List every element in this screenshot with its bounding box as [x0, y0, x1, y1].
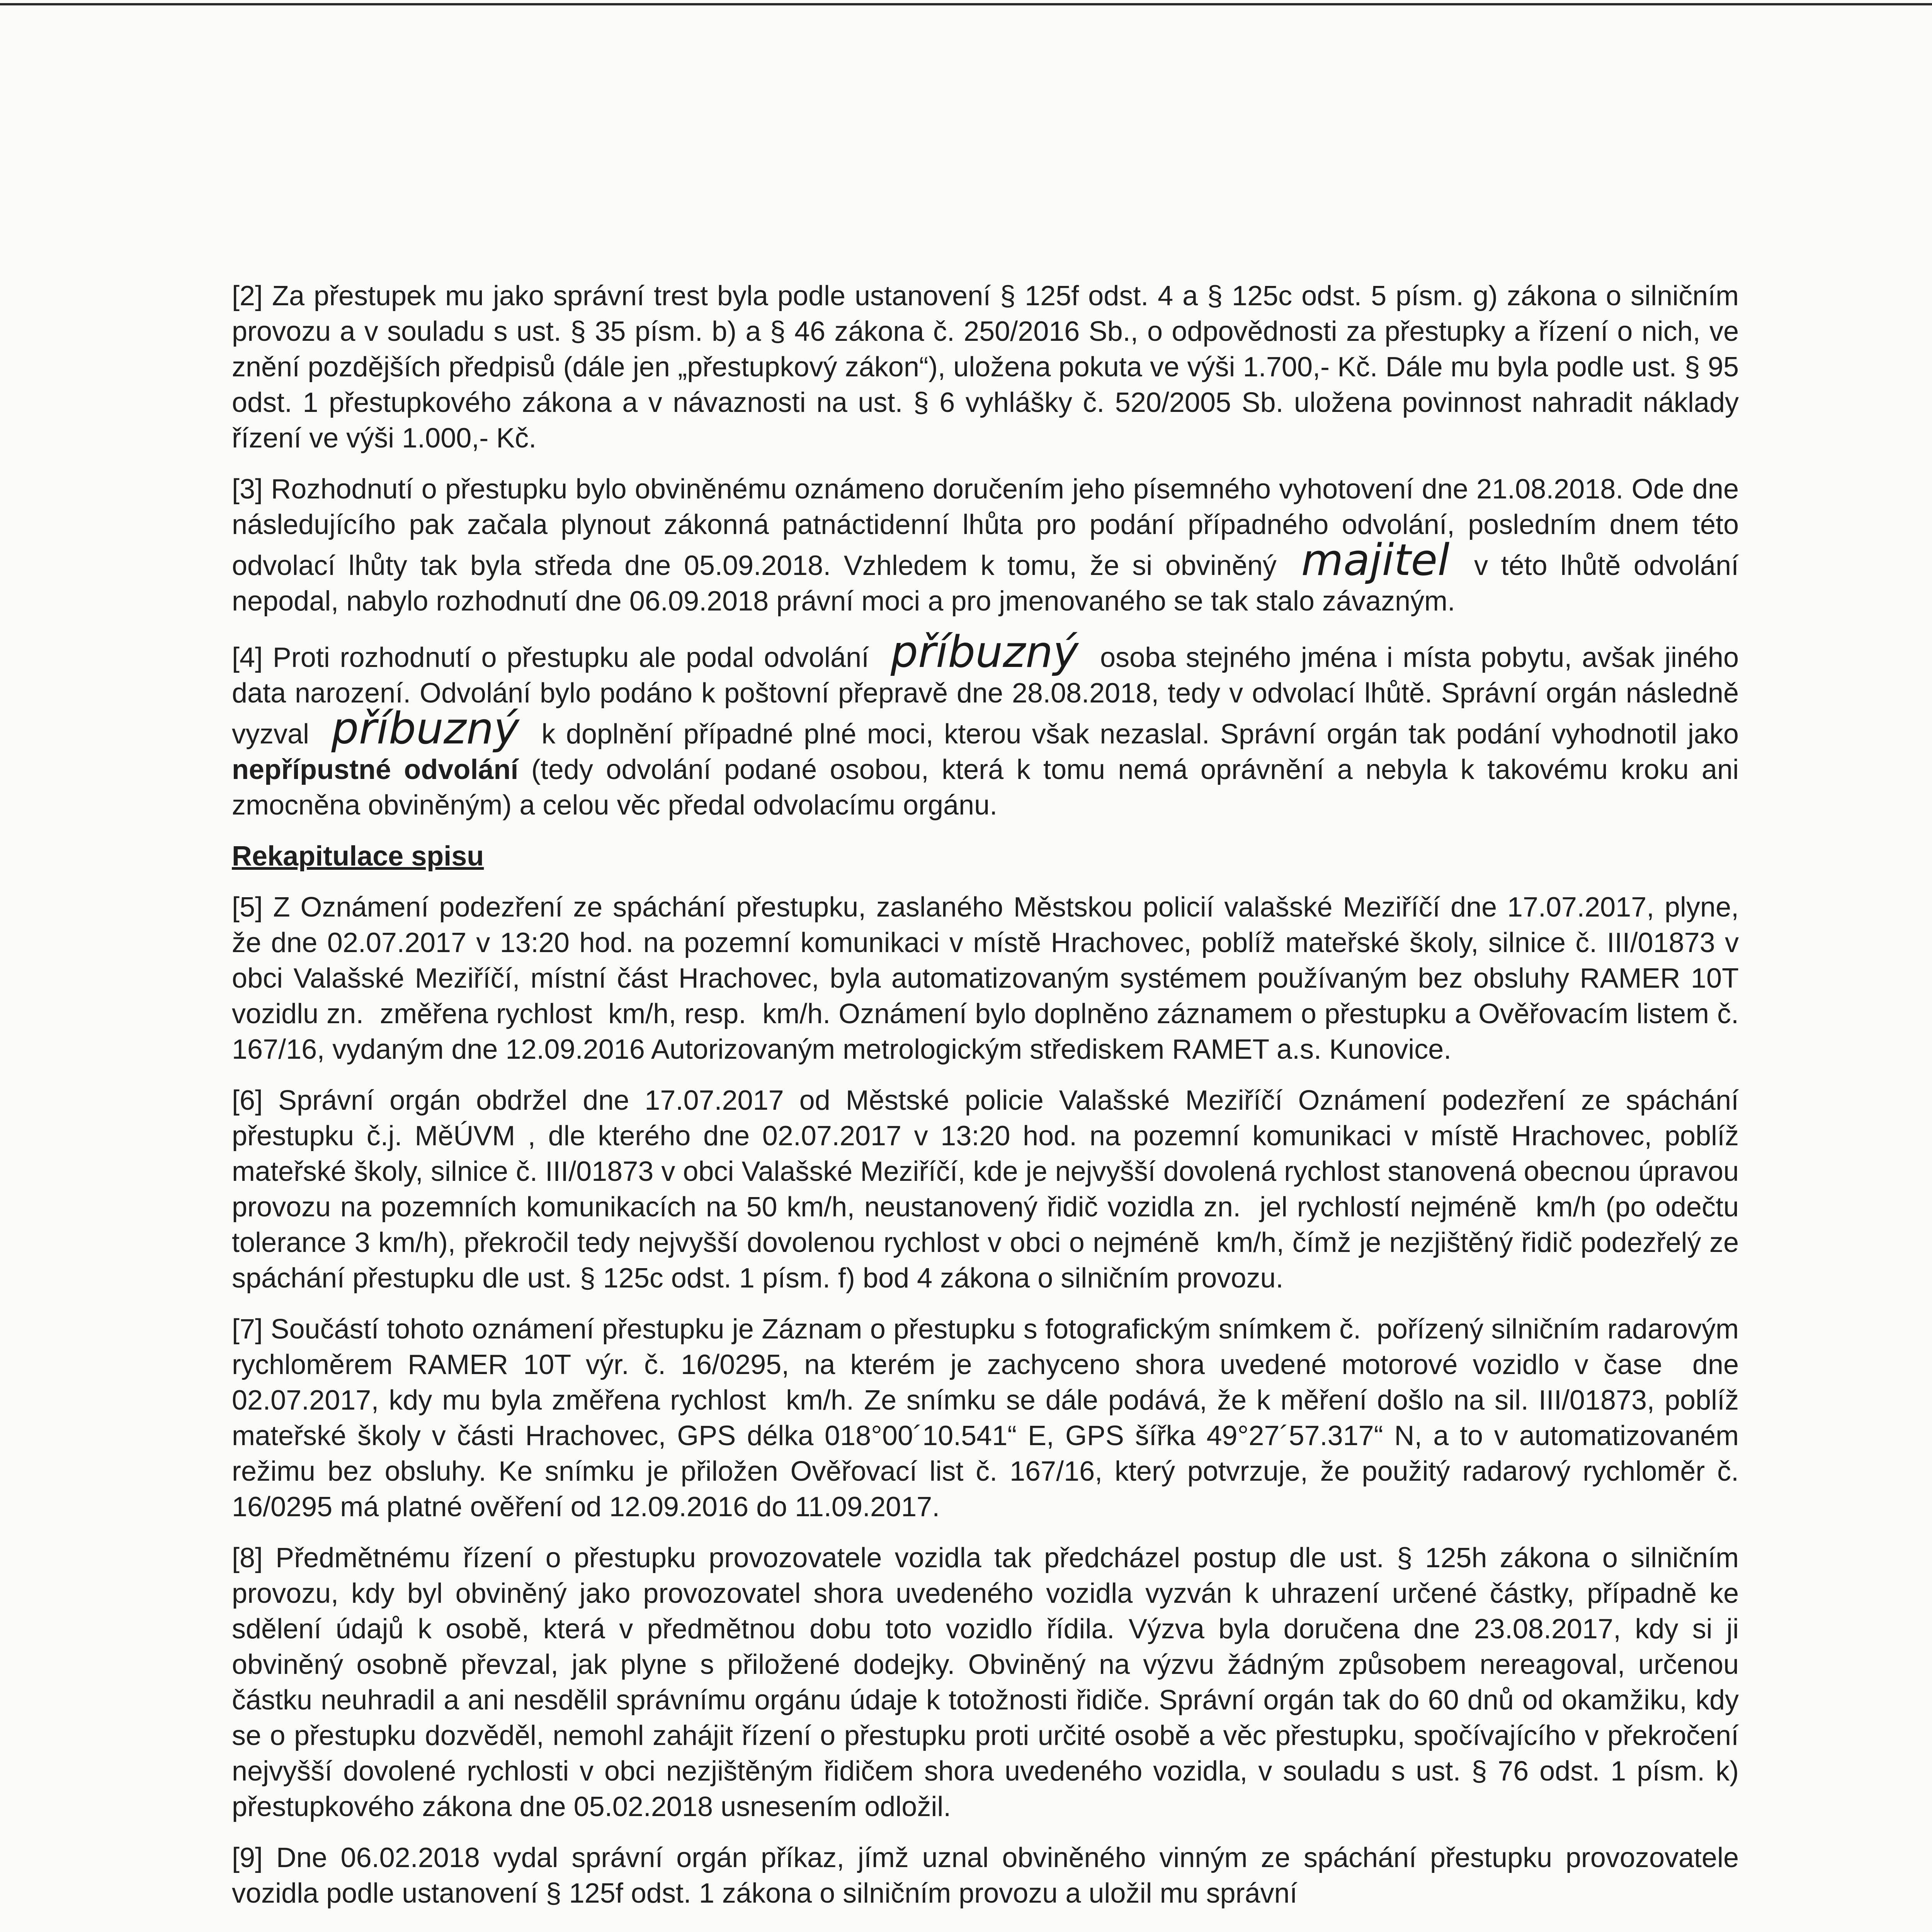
handwritten-annotation-pribuzny-1: příbuzný [890, 627, 1079, 677]
paragraph-3-text-a: [3] Rozhodnutí o přestupku bylo obviněnému oznámeno doručením jeho písemného vyhotovení dne 21.08.2018. Ode dne následujícího pak začala plynout zákonná patnáctidenní lhůta pro podání případného odvolání, posledním dnem této odvolací lhůty tak byla středa dne 05.09.2018. Vzhledem k tomu, že si obviněný [232, 474, 1739, 581]
paragraph-4-text-b: osoba stejného jména i místa pobytu, avšak jiného data narození. Odvolání bylo podáno k poštovní přepravě dne 28.08.2018, tedy v odvolací lhůtě. Správní orgán následně vyzval [232, 642, 1739, 750]
section-heading: Rekapitulace spisu [232, 841, 484, 872]
paragraph-4 [232, 627, 1739, 823]
paragraph-8: [8] Předmětnému řízení o přestupku provozovatele vozidla tak předcházel postup dle ust. § 125h zákona o silničním provozu, kdy byl obviněný jako provozovatel shora uvedeného vozidla vyzván k uhrazení určené částky, případně ke sdělení údajů k osobě, která v předmětnou dobu toto vozidlo řídila. Výzva byla doručena dne 23.08.2017, kdy si ji obviněný osobně převzal, jak plyne s přiložené dodejky. Obviněný na výzvu žádným způsobem nereagoval, určenou částku neuhradil a ani nesdělil správnímu orgánu údaje k totožnosti řidiče. Správní orgán tak do 60 dnů od okamžiku, kdy se o přestupku dozvěděl, nemohl zahájit řízení o přestupku proti určité osobě a věc přestupku, spočívajícího v překročení nejvyšší dovolené rychlosti v obci nezjištěným řidičem shora uvedeného vozidla, v souladu s ust. § 76 odst. 1 písm. k) přestupkového zákona dne 05.02.2018 usnesením odložil. [232, 1543, 1739, 1822]
handwritten-annotation-pribuzny-2: příbuzný [331, 704, 519, 754]
paragraph-2: [2] Za přestupek mu jako správní trest byla podle ustanovení § 125f odst. 4 a § 125c odst. 5 písm. g) zákona o silničním provozu a v souladu s ust. § 35 písm. b) a § 46 zákona č. 250/2016 Sb., o odpovědnosti za přestupky a řízení o nich, ve znění pozdějších předpisů (dále jen „přestupkový zákon“), uložena pokuta ve výši 1.700,- Kč. Dále mu byla podle ust. § 95 odst. 1 přestupkového zákona a v návaznosti na ust. § 6 vyhlášky č. 520/2005 Sb. uložena povinnost nahradit náklady řízení ve výši 1.000,- Kč. [232, 281, 1739, 454]
paragraph-9: [9] Dne 06.02.2018 vydal správní orgán příkaz, jímž uznal obviněného vinným ze spáchání přestupku provozovatele vozidla podle ustanovení § 125f odst. 1 zákona o silničním provozu a uložil mu správní [232, 1842, 1739, 1909]
handwritten-annotation-majitel: majitel [1301, 535, 1450, 585]
paragraph-3-text-b: v této lhůtě odvolání nepodal, nabylo rozhodnutí dne 06.09.2018 právní moci a pro jmenovaného se tak stalo závazným. [232, 550, 1739, 617]
scan-top-edge-line [0, 3, 1932, 5]
paragraph-3 [232, 471, 1739, 619]
paragraph-5: [5] Z Oznámení podezření ze spáchání přestupku, zaslaného Městskou policií valašské Meziříčí dne 17.07.2017, plyne, že dne 02.07.2017 v 13:20 hod. na pozemní komunikaci v místě Hrachovec, poblíž mateřské školy, silnice č. III/01873 v obci Valašské Meziříčí, místní část Hrachovec, byla automatizovaným systémem používaným bez obsluhy RAMER 10T vozidlu zn. ⁠ změřena rychlost ⁠ km/h, resp. ⁠ km/h. Oznámení bylo doplněno záznamem o přestupku a Ověřovacím listem č. 167/16, vydaným dne 12.09.2016 Autorizovaným metrologickým střediskem RAMET a.s. Kunovice. [232, 892, 1739, 1065]
paragraph-7: [7] Součástí tohoto oznámení přestupku je Záznam o přestupku s fotografickým snímkem č. ⁠ pořízený silničním radarovým rychloměrem RAMER 10T výr. č. 16/0295, na kterém je zachyceno shora uvedené motorové vozidlo v čase ⁠ dne 02.07.2017, kdy mu byla změřena rychlost ⁠ km/h. Ze snímku se dále podává, že k měření došlo na sil. III/01873, poblíž mateřské školy v části Hrachovec, GPS délka 018°00´10.541“ E, GPS šířka 49°27´57.317“ N, a to v automatizovaném režimu bez obsluhy. Ke snímku je přiložen Ověřovací list č. 167/16, který potvrzuje, že použitý radarový rychloměr č. 16/0295 má platné ověření od 12.09.2016 do 11.09.2017. [232, 1314, 1739, 1522]
paragraph-4-text-d: (tedy odvolání podané osobou, která k tomu nemá oprávnění a nebyla k takovému kroku ani zmocněna obviněným) a celou věc předal odvolacímu orgánu. [232, 754, 1739, 821]
document-body [232, 278, 1739, 1927]
paragraph-4-text-c: k doplnění případné plné moci, kterou však nezaslal. Správní orgán tak podání vyhodnotil jako [541, 719, 1739, 750]
paragraph-4-text-a: [4] Proti rozhodnutí o přestupku ale podal odvolání [232, 642, 869, 673]
paragraph-6: [6] Správní orgán obdržel dne 17.07.2017 od Městské policie Valašské Meziříčí Oznámení podezření ze spáchání přestupku č.j. MěÚVM ⁠, dle kterého dne 02.07.2017 v 13:20 hod. na pozemní komunikaci v místě Hrachovec, poblíž mateřské školy, silnice č. III/01873 v obci Valašské Meziříčí, kde je nejvyšší dovolená rychlost stanovená obecnou úpravou provozu na pozemních komunikacích na 50 km/h, neustanovený řidič vozidla zn. ⁠ jel rychlostí nejméně ⁠ km/h (po odečtu tolerance 3 km/h), překročil tedy nejvyšší dovolenou rychlost v obci o nejméně ⁠ km/h, čímž je nezjištěný řidič podezřelý ze spáchání přestupku dle ust. § 125c odst. 1 písm. f) bod 4 zákona o silničním provozu. [232, 1085, 1739, 1294]
paragraph-4-bold-term: nepřípustné odvolání [232, 754, 519, 785]
